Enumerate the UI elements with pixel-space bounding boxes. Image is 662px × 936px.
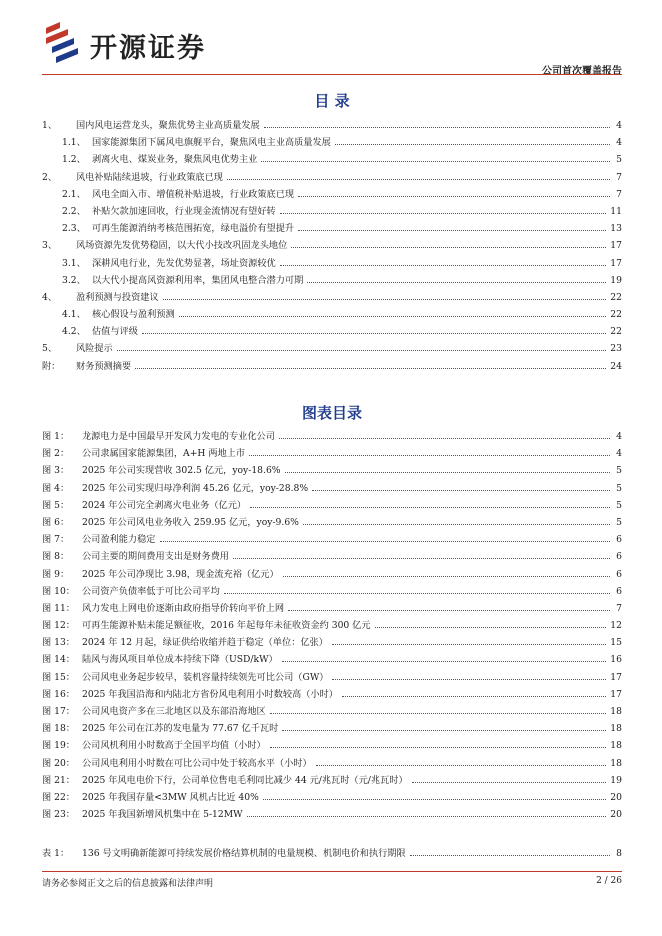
entry-title: 2025 年我国沿海和内陆北方省份风电利用小时数较高（小时） [82, 686, 340, 703]
entry-number: 图 15： [42, 671, 75, 683]
toc-entry[interactable] [42, 186, 622, 203]
entry-title: 核心假设与盈利预测 [92, 306, 177, 323]
entry-page: 19 [610, 274, 622, 286]
entry-number: 图 6： [42, 516, 70, 528]
figure-entry[interactable] [42, 755, 622, 772]
entry-title: 盈利预测与投资建议 [76, 289, 161, 306]
entry-number: 1.2、 [62, 154, 86, 166]
entry-page: 7 [616, 188, 622, 200]
entry-title: 2025 年我国新增风机集中在 5-12MW [82, 806, 245, 823]
dot-leader [298, 230, 606, 231]
footer-disclaimer: 请务必参阅正文之后的信息披露和法律声明 [42, 879, 214, 889]
entry-title: 风电全面入市、增值税补贴退坡，行业政策底已现 [92, 186, 296, 203]
figure-entry[interactable] [42, 617, 622, 634]
entry-number: 图 13： [42, 637, 75, 649]
figure-entry[interactable] [42, 772, 622, 789]
dot-leader [282, 730, 606, 731]
toc-entry[interactable] [42, 323, 622, 340]
figure-entry[interactable] [42, 480, 622, 497]
toc-entry[interactable] [42, 134, 622, 151]
figure-entry[interactable] [42, 686, 622, 703]
entry-page: 18 [610, 706, 622, 717]
entry-title: 2025 年公司风电业务收入 259.95 亿元，yoy-9.6% [82, 514, 301, 531]
figure-entry[interactable] [42, 669, 622, 686]
figure-entry[interactable] [42, 634, 622, 651]
entry-title: 可再生能源消纳考核范围拓宽，绿电溢价有望提升 [92, 220, 296, 237]
entry-page: 5 [616, 154, 622, 166]
entry-number: 2.1、 [62, 188, 86, 200]
entry-title: 2025 年公司实现营收 302.5 亿元，yoy-18.6% [82, 462, 283, 479]
entry-number: 图 12： [42, 620, 75, 632]
toc-title: 目 录 [314, 92, 350, 110]
entry-number: 2、 [42, 171, 58, 183]
figure-entry[interactable] [42, 600, 622, 617]
dot-leader [160, 541, 611, 542]
brand-name: 开源证券 [90, 33, 206, 64]
entry-title: 2025 年我国存量<3MW 风机占比近 40% [82, 789, 261, 806]
entry-number: 4.1、 [62, 309, 86, 321]
kaiyuan-logo-icon [42, 20, 82, 64]
entry-number: 图 8： [42, 551, 70, 563]
toc-entry[interactable] [42, 169, 622, 186]
entry-title: 国家能源集团下属风电旗舰平台，聚焦风电主业高质量发展 [92, 134, 333, 151]
entry-page: 8 [616, 848, 622, 859]
entry-number: 图 5： [42, 499, 70, 511]
entry-number: 图 21： [42, 774, 75, 786]
entry-title: 陆风与海风项目单位成本持续下降（USD/kW） [82, 651, 280, 668]
entry-title: 财务预测摘要 [76, 358, 133, 375]
entry-title: 公司盈利能力稳定 [82, 531, 158, 548]
entry-title: 龙源电力是中国最早开发风力发电的专业化公司 [82, 428, 277, 445]
entry-page: 22 [610, 291, 622, 303]
entry-number: 图 2： [42, 448, 70, 460]
entry-title: 风险提示 [76, 340, 115, 357]
entry-number: 图 14： [42, 654, 75, 666]
entry-page: 7 [616, 171, 622, 183]
entry-page: 6 [616, 568, 622, 580]
dot-leader [261, 161, 610, 162]
entry-page: 5 [616, 499, 622, 511]
toc-entry[interactable] [42, 272, 622, 289]
entry-page: 24 [610, 360, 622, 372]
dot-leader [312, 490, 610, 491]
entry-title: 可再生能源补贴未能足额征收，2016 年起每年未征收资金约 300 亿元 [82, 617, 373, 634]
dot-leader [264, 127, 610, 128]
entry-title: 风场资源先发优势稳固，以大代小技改巩固龙头地位 [76, 237, 289, 254]
footer-divider [42, 871, 622, 872]
dot-leader [179, 316, 607, 317]
figure-entry[interactable] [42, 737, 622, 754]
entry-number: 图 1： [42, 431, 70, 442]
dot-leader [335, 144, 610, 145]
entry-page: 13 [610, 223, 622, 235]
toc-entry[interactable] [42, 117, 622, 134]
entry-page: 6 [616, 534, 622, 546]
entry-page: 4 [616, 448, 622, 460]
entry-title: 剥离火电、煤炭业务，聚焦风电优势主业 [92, 151, 259, 168]
toc-entry[interactable] [42, 306, 622, 323]
dot-leader [342, 696, 606, 697]
report-type: 公司首次覆盖报告 [542, 66, 622, 77]
header-divider [42, 74, 622, 75]
dot-leader [279, 438, 610, 439]
entry-page: 7 [616, 602, 622, 614]
dot-leader [270, 713, 607, 714]
page-number: 2 / 26 [596, 876, 622, 886]
dot-leader [250, 507, 610, 508]
dot-leader [247, 816, 607, 817]
entry-title: 2025 年公司在江苏的发电量为 77.67 亿千瓦时 [82, 720, 280, 737]
tables-list [42, 845, 622, 862]
figure-entry[interactable] [42, 462, 622, 479]
dot-leader [280, 265, 607, 266]
figure-entry[interactable] [42, 583, 622, 600]
page-header [42, 18, 622, 77]
entry-page: 6 [616, 551, 622, 563]
dot-leader [135, 368, 606, 369]
entry-page: 4 [616, 120, 622, 131]
entry-title: 公司主要的期间费用支出是财务费用 [82, 548, 231, 565]
dot-leader [280, 213, 607, 214]
entry-page: 11 [610, 205, 622, 217]
entry-page: 23 [610, 343, 622, 355]
entry-number: 图 22： [42, 791, 75, 803]
entry-number: 3.1、 [62, 257, 86, 269]
entry-number: 4、 [42, 291, 58, 303]
entry-title: 2024 年公司完全剥离火电业务（亿元） [82, 497, 248, 514]
entry-number: 图 10： [42, 585, 75, 597]
dot-leader [282, 661, 607, 662]
figure-entry[interactable] [42, 720, 622, 737]
entry-page: 18 [610, 723, 622, 735]
dot-leader [224, 593, 610, 594]
dot-leader [233, 558, 610, 559]
entry-title: 公司风机利用小时数高于全国平均值（小时） [82, 737, 268, 754]
figure-entry[interactable] [42, 703, 622, 720]
figure-entry[interactable] [42, 531, 622, 548]
toc-entry[interactable] [42, 203, 622, 220]
entry-title: 公司风电业务起步较早，装机容量持续领先可比公司（GW） [82, 669, 330, 686]
dot-leader [332, 644, 606, 645]
entry-page: 17 [610, 240, 622, 252]
figures-list [42, 428, 622, 823]
entry-page: 17 [610, 257, 622, 269]
entry-page: 12 [610, 620, 622, 632]
entry-title: 风力发电上网电价逐渐由政府指导价转向平价上网 [82, 600, 286, 617]
entry-page: 22 [610, 309, 622, 321]
dot-leader [283, 576, 610, 577]
dot-leader [291, 247, 606, 248]
entry-number: 5、 [42, 343, 58, 355]
entry-number: 3、 [42, 240, 58, 252]
entry-number: 图 19： [42, 740, 75, 752]
dot-leader [263, 799, 606, 800]
toc-entry[interactable] [42, 237, 622, 254]
entry-number: 图 20： [42, 757, 75, 769]
entry-number: 4.2、 [62, 326, 86, 338]
entry-page: 17 [610, 688, 622, 700]
dot-leader [288, 610, 610, 611]
entry-title: 深耕风电行业，先发优势显著，场址资源较优 [92, 255, 278, 272]
dot-leader [410, 855, 610, 856]
entry-title: 136 号文明确新能源可持续发展价格结算机制的电量规模、机制电价和执行期限 [82, 845, 408, 862]
entry-number: 2.2、 [62, 205, 86, 217]
figure-entry[interactable] [42, 789, 622, 806]
figure-entry[interactable] [42, 651, 622, 668]
entry-page: 6 [616, 585, 622, 597]
entry-title: 补贴欠款加速回收，行业现金流情况有望好转 [92, 203, 278, 220]
entry-number: 图 4： [42, 482, 70, 494]
entry-title: 2025 年公司净现比 3.98，现金流充裕（亿元） [82, 566, 281, 583]
entry-number: 表 1： [42, 848, 70, 859]
entry-title: 2025 年风电电价下行，公司单位售电毛利同比减少 44 元/兆瓦时（元/兆瓦时） [82, 772, 410, 789]
toc-list [42, 117, 622, 375]
toc-entry[interactable] [42, 151, 622, 168]
entry-number: 2.3、 [62, 223, 86, 235]
entry-number: 1.1、 [62, 137, 86, 149]
entry-title: 国内风电运营龙头，聚焦优势主业高质量发展 [76, 117, 262, 134]
entry-number: 图 16： [42, 688, 75, 700]
entry-page: 5 [616, 465, 622, 477]
figure-entry[interactable] [42, 806, 622, 823]
entry-page: 4 [616, 431, 622, 442]
dot-leader [316, 765, 607, 766]
figure-entry[interactable] [42, 548, 622, 565]
dot-leader [375, 627, 607, 628]
entry-page: 5 [616, 516, 622, 528]
figure-entry[interactable] [42, 845, 622, 862]
dot-leader [285, 472, 610, 473]
dot-leader [227, 179, 610, 180]
figure-entry[interactable] [42, 445, 622, 462]
entry-page: 4 [616, 137, 622, 149]
entry-title: 估值与评级 [92, 323, 140, 340]
dot-leader [142, 333, 606, 334]
entry-title: 公司风电利用小时数在可比公司中处于较高水平（小时） [82, 755, 314, 772]
dot-leader [249, 455, 610, 456]
entry-number: 图 23： [42, 809, 75, 821]
figure-entry[interactable] [42, 566, 622, 583]
entry-number: 图 3： [42, 465, 70, 477]
entry-page: 20 [610, 791, 622, 803]
entry-page: 22 [610, 326, 622, 338]
dot-leader [163, 299, 607, 300]
toc-entry[interactable] [42, 358, 622, 375]
dot-leader [307, 282, 606, 283]
entry-number: 图 9： [42, 568, 70, 580]
figure-entry[interactable] [42, 497, 622, 514]
entry-page: 16 [610, 654, 622, 666]
figure-entry[interactable] [42, 514, 622, 531]
entry-page: 18 [610, 740, 622, 752]
figures-title: 图表目录 [301, 404, 362, 422]
toc-entry[interactable] [42, 255, 622, 272]
entry-title: 公司隶属国家能源集团，A+H 两地上市 [82, 445, 247, 462]
dot-leader [332, 679, 606, 680]
figure-entry[interactable] [42, 428, 622, 445]
entry-page: 20 [610, 809, 622, 821]
entry-title: 公司风电资产多在三北地区以及东部沿海地区 [82, 703, 268, 720]
entry-page: 19 [610, 774, 622, 786]
entry-page: 5 [616, 482, 622, 494]
entry-page: 18 [610, 757, 622, 769]
entry-number: 图 17： [42, 706, 75, 717]
entry-number: 1、 [42, 120, 58, 131]
toc-entry[interactable] [42, 340, 622, 357]
dot-leader [412, 782, 607, 783]
dot-leader [298, 196, 610, 197]
entry-number: 图 18： [42, 723, 75, 735]
entry-number: 附： [42, 360, 61, 372]
dot-leader [303, 524, 610, 525]
entry-title: 风电补贴陆续退坡，行业政策底已现 [76, 169, 225, 186]
entry-page: 15 [610, 637, 622, 649]
entry-number: 3.2、 [62, 274, 86, 286]
entry-title: 2024 年 12 月起，绿证供给收缩并趋于稳定（单位：亿张） [82, 634, 330, 651]
entry-title: 公司资产负债率低于可比公司平均 [82, 583, 222, 600]
toc-entry[interactable] [42, 289, 622, 306]
entry-number: 图 11： [42, 602, 75, 614]
entry-title: 2025 年公司实现归母净利润 45.26 亿元，yoy-28.8% [82, 480, 310, 497]
toc-entry[interactable] [42, 220, 622, 237]
entry-number: 图 7： [42, 534, 70, 546]
entry-page: 17 [610, 671, 622, 683]
entry-title: 以大代小提高风资源利用率，集团风电整合潜力可期 [92, 272, 305, 289]
dot-leader [270, 747, 607, 748]
dot-leader [117, 350, 607, 351]
